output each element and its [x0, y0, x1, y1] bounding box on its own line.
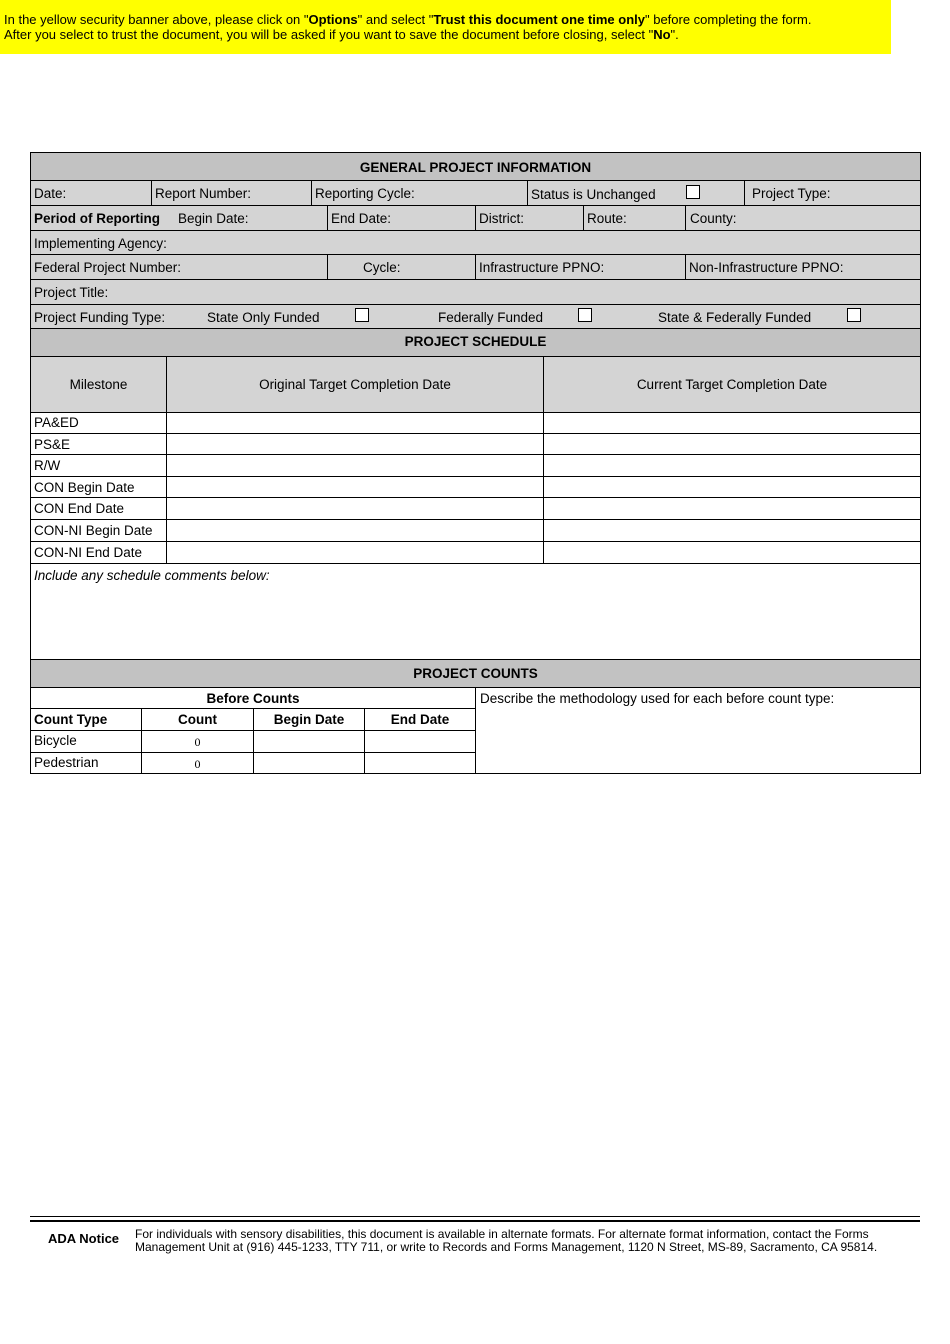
footer-divider-top	[30, 1216, 920, 1217]
methodology-field[interactable]	[475, 687, 921, 774]
project-type-field[interactable]: Project Type:	[744, 180, 921, 206]
original-date-column-header: Original Target Completion Date	[166, 356, 544, 413]
current-date-column-header: Current Target Completion Date	[543, 356, 921, 413]
current-date-input[interactable]	[543, 433, 921, 455]
count-row-type: Pedestrian	[30, 752, 142, 774]
banner-line-2: After you select to trust the document, you will be asked if you want to save the document before closing, select "No".	[4, 27, 679, 42]
project-schedule-header: PROJECT SCHEDULE	[30, 328, 921, 357]
milestone-row: CON-NI Begin Date	[30, 519, 167, 542]
original-date-input[interactable]	[166, 541, 544, 564]
implementing-agency-field[interactable]: Implementing Agency:	[30, 230, 921, 255]
current-date-input[interactable]	[543, 412, 921, 434]
current-date-input[interactable]	[543, 497, 921, 520]
begin-date-input[interactable]	[253, 752, 365, 774]
project-title-field[interactable]: Project Title:	[30, 279, 921, 305]
federally-label: Federally Funded	[438, 310, 544, 325]
count-input[interactable]: 0	[141, 730, 254, 753]
funding-type-row	[30, 304, 921, 329]
count-row-type: Bicycle	[30, 730, 142, 753]
date-field[interactable]: Date:	[30, 180, 152, 206]
schedule-comments-label: Include any schedule comments below:	[34, 568, 270, 583]
before-counts-header: Before Counts	[30, 687, 476, 709]
non-infrastructure-ppno-field[interactable]: Non-Infrastructure PPNO:	[685, 254, 921, 280]
methodology-label: Describe the methodology used for each before count type:	[480, 691, 835, 706]
cycle-field[interactable]: Cycle:	[327, 254, 476, 280]
milestone-row: R/W	[30, 454, 167, 477]
infrastructure-ppno-field[interactable]: Infrastructure PPNO:	[475, 254, 686, 280]
ada-notice-label: ADA Notice	[48, 1231, 120, 1246]
status-unchanged-field: Status is Unchanged	[527, 180, 745, 206]
reporting-cycle-field[interactable]: Reporting Cycle:	[311, 180, 528, 206]
schedule-comments-field[interactable]	[30, 563, 921, 660]
state-federal-checkbox[interactable]	[847, 308, 861, 322]
count-type-column-header: Count Type	[30, 708, 142, 731]
status-unchanged-checkbox[interactable]	[686, 185, 700, 199]
count-input[interactable]: 0	[141, 752, 254, 774]
end-date-column-header: End Date	[364, 708, 476, 731]
federally-checkbox[interactable]	[578, 308, 592, 322]
original-date-input[interactable]	[166, 433, 544, 455]
route-field[interactable]: Route:	[583, 205, 686, 231]
security-banner	[0, 0, 891, 54]
begin-date-input[interactable]	[253, 730, 365, 753]
ada-notice-line-2: Management Unit at (916) 445-1233, TTY 711, or write to Records and Forms Management, 1120 N Street, MS-89, Sacramento, CA 95814.	[135, 1240, 878, 1254]
state-federal-label: State & Federally Funded	[658, 310, 812, 325]
current-date-input[interactable]	[543, 519, 921, 542]
federal-project-number-field[interactable]: Federal Project Number:	[30, 254, 328, 280]
county-field[interactable]: County:	[685, 205, 921, 231]
current-date-input[interactable]	[543, 454, 921, 477]
milestone-row: CON End Date	[30, 497, 167, 520]
current-date-input[interactable]	[543, 541, 921, 564]
ada-notice-line-1: For individuals with sensory disabilities, this document is available in alternate formats. For alternate format information, contact the Forms	[135, 1227, 869, 1241]
milestone-column-header: Milestone	[30, 356, 167, 413]
footer-divider	[30, 1220, 920, 1222]
original-date-input[interactable]	[166, 412, 544, 434]
original-date-input[interactable]	[166, 519, 544, 542]
end-date-field[interactable]: End Date:	[327, 205, 476, 231]
original-date-input[interactable]	[166, 497, 544, 520]
report-number-field[interactable]: Report Number:	[151, 180, 312, 206]
state-only-checkbox[interactable]	[355, 308, 369, 322]
count-column-header: Count	[141, 708, 254, 731]
end-date-input[interactable]	[364, 752, 476, 774]
milestone-row: PA&ED	[30, 412, 167, 434]
project-counts-header: PROJECT COUNTS	[30, 659, 921, 688]
funding-type-label: Project Funding Type:	[34, 310, 166, 325]
original-date-input[interactable]	[166, 476, 544, 498]
general-info-header: GENERAL PROJECT INFORMATION	[30, 152, 921, 181]
original-date-input[interactable]	[166, 454, 544, 477]
milestone-row: PS&E	[30, 433, 167, 455]
milestone-row: CON Begin Date	[30, 476, 167, 498]
period-begin-field[interactable]: Period of Reporting Begin Date:	[30, 205, 328, 231]
end-date-input[interactable]	[364, 730, 476, 753]
district-field[interactable]: District:	[475, 205, 584, 231]
begin-date-column-header: Begin Date	[253, 708, 365, 731]
state-only-label: State Only Funded	[207, 310, 320, 325]
banner-line-1: In the yellow security banner above, please click on "Options" and select "Trust this document one time only" before completing the form.	[4, 12, 812, 27]
current-date-input[interactable]	[543, 476, 921, 498]
milestone-row: CON-NI End Date	[30, 541, 167, 564]
